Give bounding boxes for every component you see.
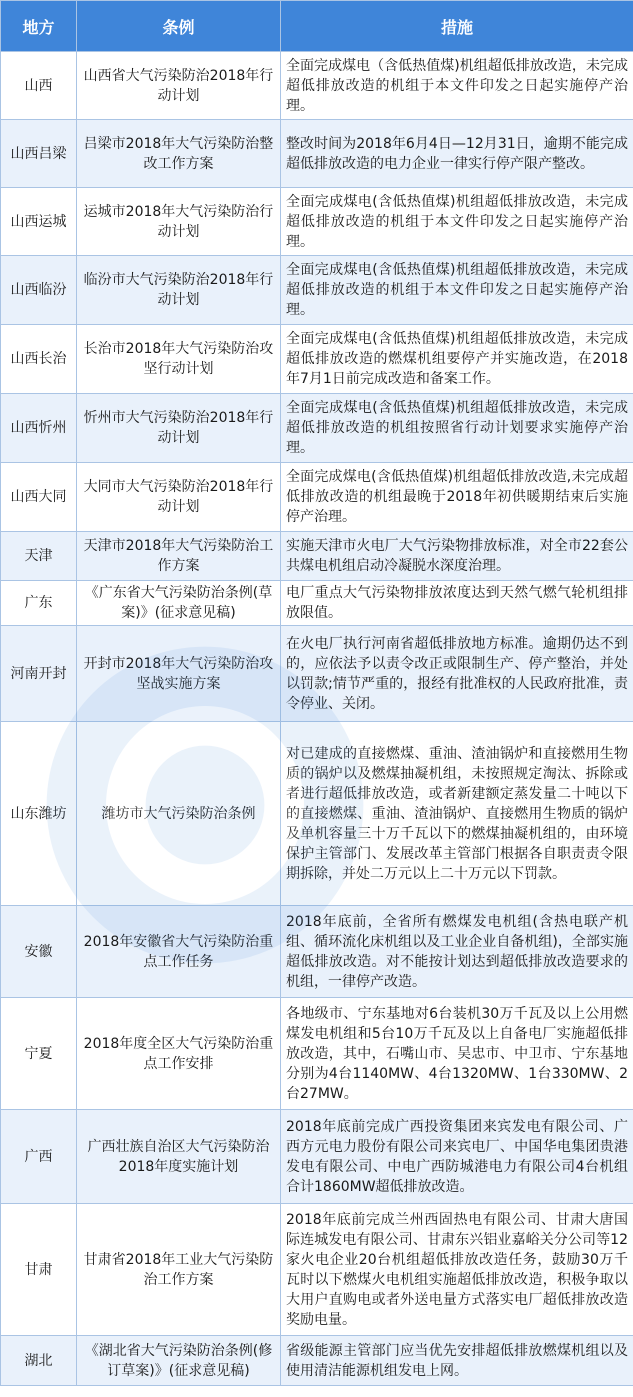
region-cell: 山西忻州 <box>1 394 77 463</box>
rule-cell: 开封市2018年大气污染防治攻坚战实施方案 <box>77 626 281 722</box>
region-cell: 山西长治 <box>1 325 77 394</box>
measure-cell: 2018年底前完成广西投资集团来宾发电有限公司、广西方元电力股份有限公司来宾电厂、中国华电集团贵港发电有限公司、中电广西防城港电力有限公司4台机组合计1860MW超低排放改造。 <box>281 1110 633 1204</box>
measure-cell: 2018年底前，全省所有燃煤发电机组(含热电联产机组、循环流化床机组以及工业企业自备机组)，全部实施超低排放改造。对不能按计划达到超低排放改造要求的机组，一律停产改造。 <box>281 906 633 998</box>
measure-cell: 对已建成的直接燃煤、重油、渣油锅炉和直接燃用生物质的锅炉以及燃煤抽凝机组，未按照规定淘汰、拆除或者进行超低排放改造，或者新建额定蒸发量二十吨以下的直接燃煤、重油、渣油锅炉、直接燃用生物质的锅炉及单机容量三十万千瓦以下的燃煤抽凝机组的，由环境保护主管部门、发展改革主管部门根据各自职责责令限期拆除，并处二万元以上二十万元以下罚款。 <box>281 722 633 906</box>
region-cell: 山西临汾 <box>1 256 77 325</box>
measure-cell: 全面完成煤电(含低热值煤)机组超低排放改造，未完成超低排放改造的机组按照省行动计划要求实施停产治理。 <box>281 394 633 463</box>
rule-cell: 《广东省大气污染防治条例(草案)》(征求意见稿) <box>77 581 281 626</box>
rule-cell: 2018年度全区大气污染防治重点工作安排 <box>77 998 281 1110</box>
table-row <box>1 1336 633 1386</box>
table-row <box>1 256 633 325</box>
region-cell: 湖北 <box>1 1336 77 1386</box>
table-row <box>1 722 633 906</box>
region-cell: 广东 <box>1 581 77 626</box>
measure-cell: 在火电厂执行河南省超低排放地方标准。逾期仍达不到的，应依法予以责令改正或限制生产、停产整治，并处以罚款;情节严重的，报经有批准权的人民政府批准，责令停业、关闭。 <box>281 626 633 722</box>
measure-cell: 各地级市、宁东基地对6台装机30万千瓦及以上公用燃煤发电机组和5台10万千瓦及以上自备电厂实施超低排放改造，其中，石嘴山市、吴忠市、中卫市、宁东基地分别为4台1140MW、4台1320MW、1台330MW、2台27MW。 <box>281 998 633 1110</box>
table-row <box>1 463 633 532</box>
rule-cell: 天津市2018年大气污染防治工作方案 <box>77 532 281 581</box>
table-body <box>1 52 633 1386</box>
measure-cell: 全面完成煤电(含低热值煤)机组超低排放改造,未完成超低排放改造的机组最晚于2018年初供暖期结束后实施停产治理。 <box>281 463 633 532</box>
table-row <box>1 52 633 120</box>
region-cell: 山西运城 <box>1 188 77 256</box>
rule-cell: 广西壮族自治区大气污染防治2018年度实施计划 <box>77 1110 281 1204</box>
header-region: 地方 <box>1 1 77 52</box>
measure-cell: 省级能源主管部门应当优先安排超低排放燃煤机组以及使用清洁能源机组发电上网。 <box>281 1336 633 1386</box>
table-row <box>1 998 633 1110</box>
table-row <box>1 1110 633 1204</box>
table-row <box>1 906 633 998</box>
rule-cell: 忻州市大气污染防治2018年行动计划 <box>77 394 281 463</box>
table-row <box>1 188 633 256</box>
region-cell: 河南开封 <box>1 626 77 722</box>
region-cell: 山西大同 <box>1 463 77 532</box>
measure-cell: 整改时间为2018年6月4日—12月31日，逾期不能完成超低排放改造的电力企业一律实行停产限产整改。 <box>281 120 633 188</box>
table-row <box>1 120 633 188</box>
rule-cell: 大同市大气污染防治2018年行动计划 <box>77 463 281 532</box>
region-cell: 广西 <box>1 1110 77 1204</box>
region-cell: 山西吕梁 <box>1 120 77 188</box>
rule-cell: 运城市2018年大气污染防治行动计划 <box>77 188 281 256</box>
table-row <box>1 626 633 722</box>
region-cell: 安徽 <box>1 906 77 998</box>
region-cell: 宁夏 <box>1 998 77 1110</box>
rule-cell: 潍坊市大气污染防治条例 <box>77 722 281 906</box>
region-cell: 天津 <box>1 532 77 581</box>
measure-cell: 实施天津市火电厂大气污染物排放标准，对全市22套公共煤电机组启动冷凝脱水深度治理。 <box>281 532 633 581</box>
table-row <box>1 394 633 463</box>
rule-cell: 甘肃省2018年工业大气污染防治工作方案 <box>77 1204 281 1336</box>
measure-cell: 全面完成煤电（含低热值煤)机组超低排放改造，未完成超低排放改造的机组于本文件印发之日起实施停产治理。 <box>281 52 633 120</box>
rule-cell: 临汾市大气污染防治2018年行动计划 <box>77 256 281 325</box>
table-row <box>1 532 633 581</box>
region-cell: 山西 <box>1 52 77 120</box>
region-cell: 山东潍坊 <box>1 722 77 906</box>
region-cell: 甘肃 <box>1 1204 77 1336</box>
rule-cell: 2018年安徽省大气污染防治重点工作任务 <box>77 906 281 998</box>
table-row <box>1 1204 633 1336</box>
table-header-row <box>1 1 633 52</box>
rule-cell: 吕梁市2018年大气污染防治整改工作方案 <box>77 120 281 188</box>
header-rule: 条例 <box>77 1 281 52</box>
measure-cell: 2018年底前完成兰州西固热电有限公司、甘肃大唐国际连城发电有限公司、甘肃东兴铝业嘉峪关分公司等12家火电企业20台机组超低排放改造任务，鼓励30万千瓦时以下燃煤火电机组实施超低排放改造，积极争取以大用户直购电或者外送电量方式落实电厂超低排放改造奖励电量。 <box>281 1204 633 1336</box>
header-measure: 措施 <box>281 1 633 52</box>
rule-cell: 《湖北省大气污染防治条例(修订草案)》(征求意见稿) <box>77 1336 281 1386</box>
table-row <box>1 581 633 626</box>
rule-cell: 山西省大气污染防治2018年行动计划 <box>77 52 281 120</box>
measure-cell: 全面完成煤电(含低热值煤)机组超低排放改造，未完成超低排放改造的机组于本文件印发之日起实施停产治理。 <box>281 256 633 325</box>
rule-cell: 长治市2018年大气污染防治攻坚行动计划 <box>77 325 281 394</box>
measure-cell: 电厂重点大气污染物排放浓度达到天然气燃气轮机组排放限值。 <box>281 581 633 626</box>
table-row <box>1 325 633 394</box>
measure-cell: 全面完成煤电(含低热值煤)机组超低排放改造，未完成超低排放改造的机组于本文件印发之日起实施停产治理。 <box>281 188 633 256</box>
measure-cell: 全面完成煤电(含低热值煤)机组超低排放改造，未完成超低排放改造的燃煤机组要停产并实施改造，在2018年7月1日前完成改造和备案工作。 <box>281 325 633 394</box>
